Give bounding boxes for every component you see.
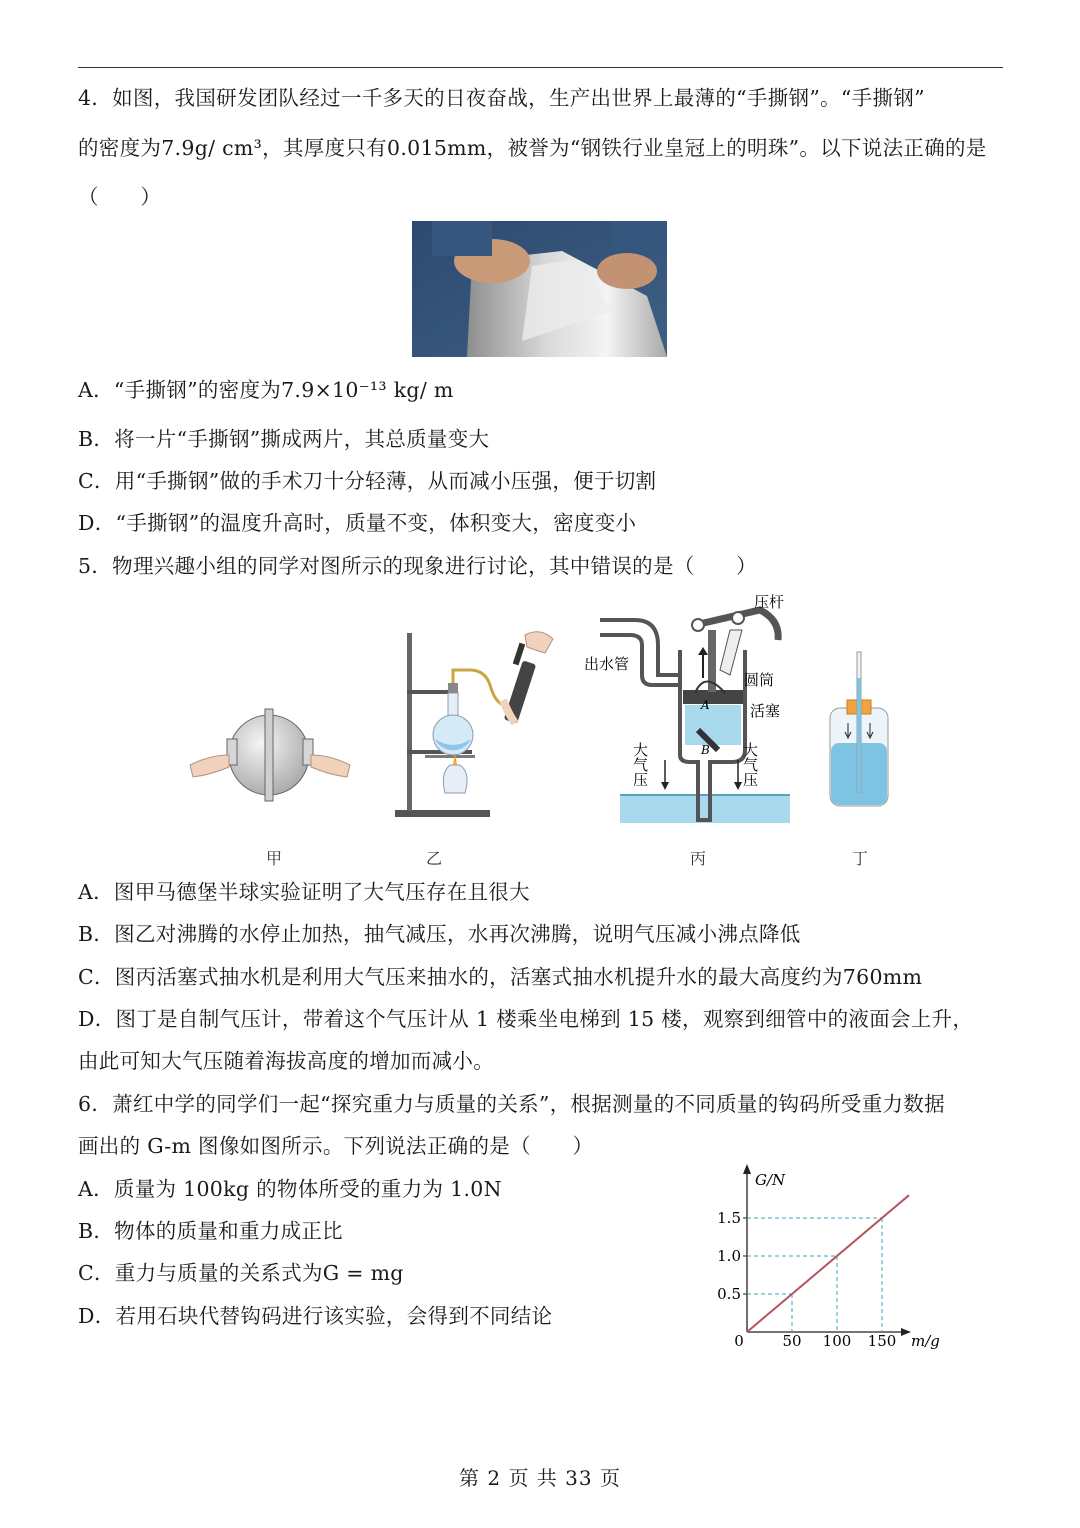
- homemade-barometer-figure: [825, 648, 895, 813]
- pump-piston-label: 活塞: [750, 702, 781, 720]
- y-axis-arrow: [743, 1164, 751, 1174]
- q4-answer-blank: （ ）: [78, 185, 162, 209]
- q4-option-c: C．用“手撕钢”做的手术刀十分轻薄，从而减小压强，便于切割: [78, 469, 657, 493]
- q4-option-a: A．“手撕钢”的密度为7.9×10⁻¹³ kg/ m: [78, 378, 454, 402]
- piston-pump-figure: [580, 590, 795, 825]
- q6-stem-line2: 画出的 G-m 图像如图所示。下列说法正确的是（ ）: [78, 1134, 594, 1158]
- x-tick-2: 100: [822, 1332, 852, 1350]
- g-m-line: [747, 1195, 909, 1332]
- pump-valve-a-label: A: [701, 698, 710, 712]
- q6-option-d: D．若用石块代替钩码进行该实验，会得到不同结论: [78, 1304, 553, 1328]
- pump-atm-label-right: 大气压: [741, 742, 759, 787]
- magdeburg-hemispheres-figure: [185, 675, 355, 805]
- header-rule: [78, 67, 1003, 68]
- pump-cylinder-label: 圆筒: [744, 671, 775, 689]
- caption-bing: 丙: [690, 849, 707, 868]
- q5-option-c: C．图丙活塞式抽水机是利用大气压来抽水的，活塞式抽水机提升水的最大高度约为760mm: [78, 965, 923, 989]
- g-m-chart: [705, 1160, 945, 1360]
- q5-option-d-line2: 由此可知大气压随着海拔高度的增加而减小。: [78, 1049, 494, 1073]
- q4-stem-line2: 的密度为7.9g/ cm³，其厚度只有0.015mm，被誉为“钢铁行业皇冠上的明珠”。以下说法正确的是: [78, 136, 987, 160]
- x-tick-1: 50: [782, 1332, 802, 1350]
- page-footer: 第 2 页 共 33 页: [459, 1466, 621, 1490]
- g-m-chart-svg: [705, 1160, 945, 1360]
- caption-jia: 甲: [266, 849, 283, 868]
- x-tick-3: 150: [867, 1332, 897, 1350]
- q5-option-b: B．图乙对沸腾的水停止加热，抽气减压，水再次沸腾，说明气压减小沸点降低: [78, 922, 801, 946]
- pump-atm-label-left: 大气压: [631, 742, 649, 787]
- steel-foil-photo: [412, 221, 667, 357]
- y-tick-1: 1.0: [717, 1247, 741, 1265]
- x-axis-label: m/g: [911, 1332, 940, 1350]
- x-axis-arrow: [901, 1328, 911, 1336]
- boiling-flask-figure: [385, 625, 570, 820]
- pump-outlet-pipe-label: 出水管: [584, 655, 630, 673]
- y-tick-2: 1.5: [717, 1209, 741, 1227]
- q4-option-d: D．“手撕钢”的温度升高时，质量不变，体积变大，密度变小: [78, 511, 637, 535]
- q6-option-b: B．物体的质量和重力成正比: [78, 1219, 343, 1243]
- q5-option-d-line1: D．图丁是自制气压计，带着这个气压计从 1 楼乘坐电梯到 15 楼，观察到细管中的液面会上升，: [78, 1007, 974, 1031]
- q6-stem-line1: 6．萧红中学的同学们一起“探究重力与质量的关系”，根据测量的不同质量的钩码所受重力数据: [78, 1092, 945, 1116]
- y-tick-0: 0.5: [717, 1285, 741, 1303]
- q5-option-a: A．图甲马德堡半球实验证明了大气压存在且很大: [78, 880, 530, 904]
- y-axis-label: G/N: [755, 1171, 786, 1189]
- pump-press-rod-label: 压杆: [754, 593, 785, 611]
- q6-option-c: C．重力与质量的关系式为G = mg: [78, 1261, 404, 1285]
- q5-stem: 5．物理兴趣小组的同学对图所示的现象进行讨论，其中错误的是（ ）: [78, 554, 757, 578]
- q4-option-b: B．将一片“手撕钢”撕成两片，其总质量变大: [78, 427, 490, 451]
- pump-valve-b-label: B: [701, 743, 710, 757]
- caption-yi: 乙: [426, 849, 443, 868]
- q4-stem-line1: 4．如图，我国研发团队经过一千多天的日夜奋战，生产出世界上最薄的“手撕钢”。“手撕钢”: [78, 86, 925, 110]
- caption-ding: 丁: [852, 849, 869, 868]
- q6-option-a: A．质量为 100kg 的物体所受的重力为 1.0N: [78, 1177, 502, 1201]
- x-tick-0: 0: [734, 1332, 744, 1350]
